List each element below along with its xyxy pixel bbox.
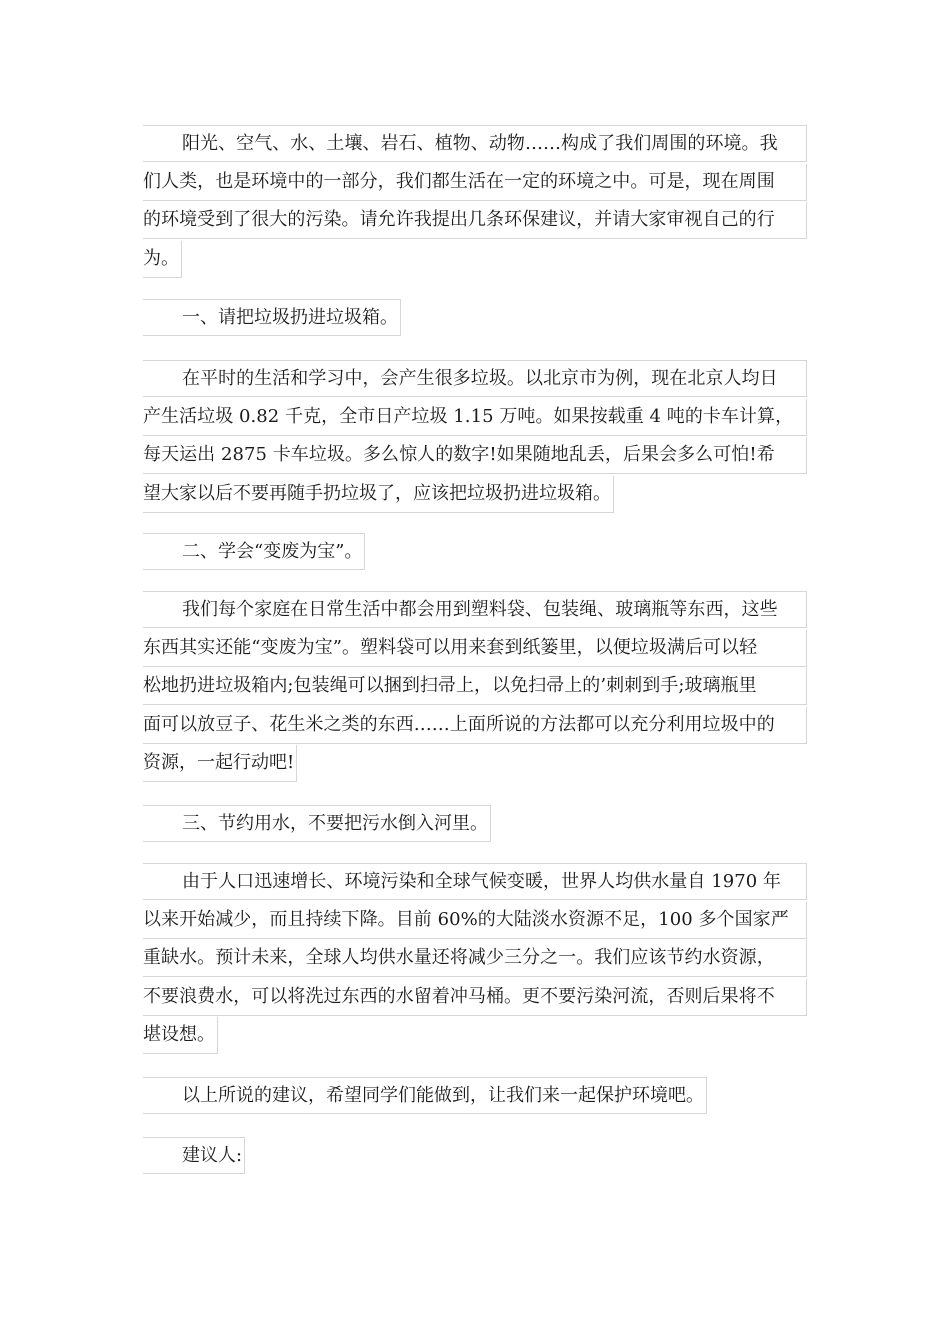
text-line: 不要浪费水，可以将洗过东西的水留着冲马桶。更不要污染河流，否则后果将不 <box>143 979 807 1018</box>
text-line: 东西其实还能“变废为宝”。塑料袋可以用来套到纸篓里，以便垃圾满后可以轻 <box>143 630 807 669</box>
text-line: 阳光、空气、水、土壤、岩石、植物、动物……构成了我们周围的环境。我 <box>143 125 807 164</box>
text-line: 以上所说的建议，希望同学们能做到，让我们来一起保护环境吧。 <box>143 1077 807 1116</box>
text-line: 堪设想。 <box>143 1017 807 1056</box>
paragraph-water <box>143 863 807 1056</box>
text-line: 们人类，也是环境中的一部分，我们都生活在一定的环境之中。可是，现在周围 <box>143 164 807 203</box>
text-line: 三、节约用水，不要把污水倒入河里。 <box>143 805 807 844</box>
text-line: 的环境受到了很大的污染。请允许我提出几条环保建议，并请大家审视自己的行 <box>143 202 807 241</box>
heading-two <box>143 533 807 572</box>
text-line: 在平时的生活和学习中，会产生很多垃圾。以北京市为例，现在北京人均日 <box>143 360 807 399</box>
text-line: 二、学会“变废为宝”。 <box>143 533 807 572</box>
text-line: 松地扔进垃圾箱内;包装绳可以捆到扫帚上，以免扫帚上的’刺刺到手;玻璃瓶里 <box>143 668 807 707</box>
text-line: 望大家以后不要再随手扔垃圾了，应该把垃圾扔进垃圾箱。 <box>143 476 807 515</box>
text-line: 由于人口迅速增长、环境污染和全球气候变暖，世界人均供水量自 1970 年 <box>143 863 807 902</box>
text-line: 面可以放豆子、花生米之类的东西……上面所说的方法都可以充分利用垃圾中的 <box>143 707 807 746</box>
heading-three <box>143 805 807 844</box>
text-line: 产生活垃圾 0.82 千克，全市日产垃圾 1.15 万吨。如果按载重 4 吨的卡车计算， <box>143 399 807 438</box>
text-line: 我们每个家庭在日常生活中都会用到塑料袋、包装绳、玻璃瓶等东西，这些 <box>143 591 807 630</box>
paragraph-recycle <box>143 591 807 784</box>
closing-paragraph <box>143 1077 807 1116</box>
text-line: 每天运出 2875 卡车垃圾。多么惊人的数字!如果随地乱丢，后果会多么可怕!希 <box>143 437 807 476</box>
text-line: 一、请把垃圾扔进垃圾箱。 <box>143 299 807 338</box>
intro-paragraph <box>143 125 807 279</box>
text-line: 资源，一起行动吧! <box>143 745 807 784</box>
text-line: 建议人: <box>143 1137 807 1176</box>
text-line: 为。 <box>143 241 807 280</box>
paragraph-garbage <box>143 360 807 514</box>
text-line: 以来开始减少，而且持续下降。目前 60%的大陆淡水资源不足，100 多个国家严 <box>143 902 807 941</box>
heading-one <box>143 299 807 338</box>
signature-line <box>143 1137 807 1176</box>
text-line: 重缺水。预计未来，全球人均供水量还将减少三分之一。我们应该节约水资源， <box>143 940 807 979</box>
